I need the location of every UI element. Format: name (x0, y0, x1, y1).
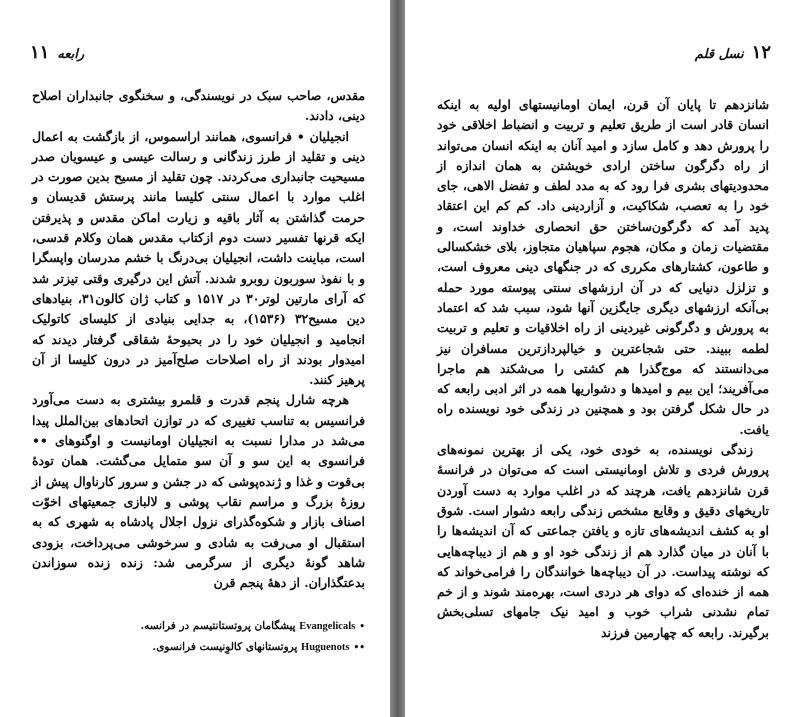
paragraph: شانزدهم تا پایان آن قرن، ایمان اومانیستهای اولیه به اینکه انسان قادر است از طریق تعلیم و تربیت و انضباط اخلاقی خود را پرورش دهد و کامل سازد و امید آنان به اینکه انسان می‌تواند از راه دگرگون ساختن ارادی خویشتن به همان اندازه از محدودیتهای بشری فرا رود که به مدد لطف و تفضل الاهی، جای خود را به تعصب، شکاکیت، و آزاردینی داد. کم کم این اعتقاد پدید آمد که دگرگون‌ساختن حق انحصاری خداوند است، و مقتضیات زمان و مکان، هجوم سپاهیان متجاوز، بلای خشکسالی و طاعون، کشتارهای مکرری که در جنگهای دینی معروف است، و تزلزل دنیایی که در آن ارزشهای سنتی پیوسته مورد حمله بی‌آنکه ارزشهای دیگری جایگزین آنها شود، سبب شد که اعتماد به پرورش و دگرگونی غیردینی از راه اخلاقیات و تعلیم و تربیت لطمه ببیند. حتی شجاعترین و خیالپردازترین مسافران نیز می‌دانستند که موج‌گذرا هم کشتی را می‌شکند هم ماجرا می‌آفریند؛ این بیم و امیدها و دشواریها همه در اثر ادبی رابعه که در حال شکل گرفتن بود و همچنین در زندگی خود نویسنده راه یافت. (437, 97, 769, 437)
right-page-body (437, 95, 769, 643)
page-number: ۱۲ (751, 42, 771, 63)
page-number: ۱۱ (30, 42, 50, 63)
footnote (32, 616, 365, 637)
left-page (0, 0, 390, 717)
footnote-term: Evangelicals (299, 621, 356, 632)
footnote (32, 637, 365, 658)
paragraph: انجیلیان • فرانسوی، همانند اراسموس، از بازگشت به اعمال دینی و تقلید از طرز زندگانی و رسالت عیسی و عیسویان صدر مسیحیت جانبداری می‌کردند. چون تقلید از مسیح بدین صورت در اغلب موارد با اعمال سنتی کلیسا مانند پرستش قدیسان و حرمت گذاشتن به آثار باقیه و زیارت اماکن مقدس و پذیرفتن ایکه قرنها تفسیر دست دوم ازکتاب مقدس همان وکلام قدسی، است، مباینت داشت، انجیلیان بی‌درنگ با خشم مدرسان واپسگرا و با نفوذ سوربون روبرو شدند. آتش این درگیری وقتی تیزتر شد که آرای مارتین لوتر۳۰ در ۱۵۱۷ و کتاب ژان کالون۳۱، بنیادهای دین مسیح۳۲ (۱۵۳۶)، به جدایی بنیادی از کلیسای کاتولیک انجامید و انجیلیان خود را در بحبوحهٔ شقاقی گرفتار دیدند که امیدوار بودند از راه اصلاحات صلح‌آمیز در درون کلیسا از آن پرهیز کنند. (32, 128, 366, 388)
left-page-body (32, 86, 365, 593)
footnote-mark: •• (353, 643, 365, 653)
footnote-term: Huguenots (301, 642, 350, 653)
footnote-text: پروتستانهای کالوِنیست فرانسوی. (152, 641, 298, 653)
footnotes (32, 616, 365, 658)
running-title: نسل قلم (694, 47, 744, 62)
paragraph: مقدس، صاحب سبک در نویسندگی، و سخنگوی جانبداران اصلاح دینی، دادند. (32, 88, 365, 124)
footnote-mark: • (359, 622, 365, 632)
paragraph: زندگی نویسنده، به خودی خود، یکی از بهترین نمونه‌های پرورش فردی و تلاش اومانیستی است که می‌توان در فرانسهٔ قرن شانزدهم یافت، هرچند که در اغلب موارد به دست آوردن تاریخهای دقیق و وقایع مشخص زندگی رابعه دشوار است. شوق او به کشف اندیشه‌های تازه و یافتن جماعتی که آن اندیشه‌ها را با آنان در میان گذارد هم از زندگی خود او و هم از دیباچه‌هایی که نوشته پیداست. در آن دیباچه‌ها خوانندگان را فرامی‌خواند که همه از خنده‌ای که دوای هر دردی است، بهره‌مند شوند و از خم تمام نشدنی شراب خوب و امید نیک جامهای تسلی‌بخش برگیرند. رابعه که چهارمین فرزند (437, 442, 769, 640)
right-page (405, 0, 801, 717)
right-page-header (695, 42, 771, 63)
paragraph: هرچه شارل پنجم قدرت و قلمرو بیشتری به دست می‌آورد فرانسیس به تناسب تغییری که در توازن اتحادهای بین‌الملل پیدا می‌شد در مدارا نسبت به انجیلیان اومانیست و اوگنوهای •• فرانسوی به این سو و آن سو متمایل می‌گشت. همان تودهٔ بی‌قوت و غذا و ژنده‌پوشی که در جشن و سرور کارناوال پیش از روزهٔ بزرگ و مراسم نقاب پوشی و لالبازی جمعیتهای اخوّت اصناف بازار و شکوه‌گذرای نزول اجلال پادشاه به شهری که به استقبال او می‌رفت به شادی و سرخوشی می‌پرداخت، بزودی شاهد گونهٔ دیگری از سرگرمی شد: زنده زنده سوزاندن بدعتگذاران. از دههٔ پنجم قرن (32, 392, 365, 591)
footnote-text: پیشگامان پروتستانتیسم در فرانسه. (140, 620, 296, 632)
book-gutter (390, 0, 405, 717)
left-page-header (30, 42, 84, 63)
running-title: رابعه (57, 47, 85, 62)
